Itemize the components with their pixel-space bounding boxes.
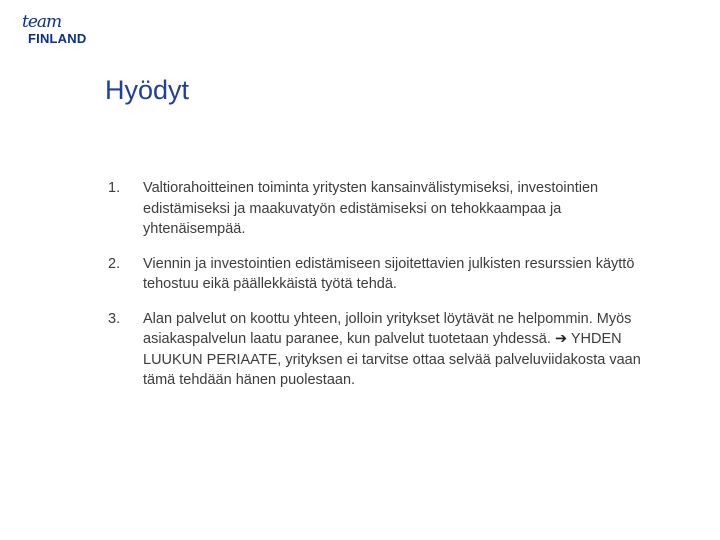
list-item-text: Alan palvelut on koottu yhteen, jolloin yritykset löytävät ne helpommin. Myös asiakaspalvelun laatu paranee, kun palvelut tuotetaan yhdessä.	[143, 310, 632, 347]
list-item-number: 3.	[108, 310, 121, 327]
list-item-text: Viennin ja investointien edistämiseen sijoitettavien julkisten resurssien käyttö tehostuu eikä päällekkäistä työtä tehdä.	[143, 255, 635, 292]
team-finland-logo	[20, 14, 96, 48]
list-item-number: 1.	[108, 180, 121, 196]
list-item-number: 2.	[108, 255, 121, 272]
slide-title: Hyödyt	[105, 75, 190, 105]
list-item-text-continued: YHDEN LUUKUN PERIAATE, yrityksen ei tarvitse ottaa selvää palveluviidakosta vaan tämä tehdään hänen puolestaan.	[143, 331, 641, 388]
list-item	[105, 254, 645, 295]
benefits-list	[105, 178, 645, 405]
logo-brand-text: FINLAND	[28, 31, 87, 46]
list-item	[105, 178, 645, 240]
list-item-text: Valtiorahoitteinen toiminta yritysten kansainvälistymiseksi, investointien edistämiseksi ja maakuvatyön edistämiseksi on tehokkaampaa ja yhtenäisempää.	[143, 180, 599, 237]
list-item	[105, 309, 645, 391]
arrow-right-icon: ➔	[554, 331, 568, 347]
logo-script-text: team	[22, 12, 62, 32]
